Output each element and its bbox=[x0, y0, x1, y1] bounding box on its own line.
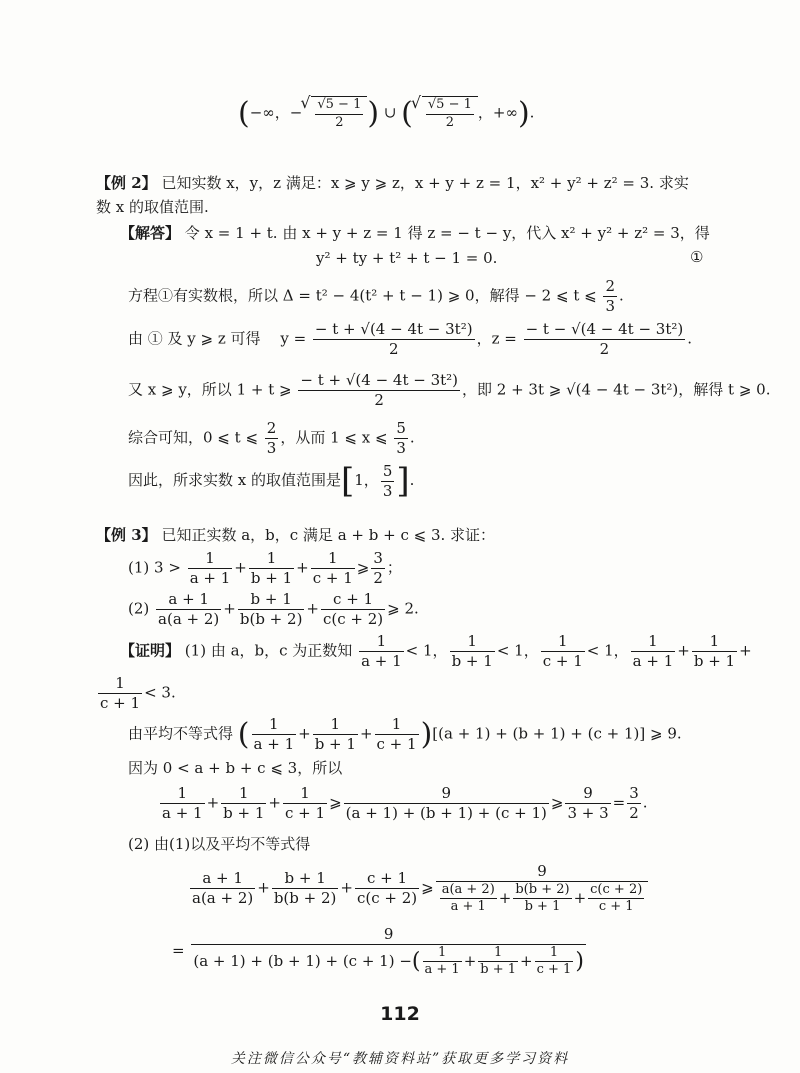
proof-text: 因为 0 < a + b + c ⩽ 3，所以 bbox=[128, 759, 343, 777]
fraction-numerator: 9 bbox=[537, 862, 547, 880]
compound-fraction: 9 $\frac{a(a + 2)}{a + 1}$ + $\frac{b(b + 2)}{b + 1}$ + $\frac{c(c + 2)}{c + 1}$ bbox=[436, 862, 649, 915]
operator: < 3. bbox=[144, 683, 176, 702]
fraction-denominator: a(a + 2) bbox=[192, 889, 254, 908]
operator: = bbox=[612, 793, 626, 812]
fraction-denominator: 3 + 3 bbox=[567, 803, 609, 822]
example-2-statement-line2 bbox=[96, 196, 209, 217]
equation-marker bbox=[690, 248, 703, 266]
operator: < 1， bbox=[405, 641, 448, 660]
fraction-numerator: 3 bbox=[373, 549, 383, 567]
fraction-numerator: 1 bbox=[300, 784, 310, 802]
fraction-denominator: c(c + 2) bbox=[323, 609, 384, 628]
proof-tag: 【证明】 bbox=[120, 641, 181, 660]
fraction-numerator: a(a + 2) bbox=[441, 881, 495, 897]
proof-text: 由平均不等式得 bbox=[128, 724, 234, 743]
fraction-denominator: a + 1 bbox=[424, 962, 460, 977]
operator: = bbox=[172, 941, 185, 960]
punct: . bbox=[687, 329, 693, 348]
proof-line-1: 【证明】 (1) 由 a，b，c 为正数知 $\frac{1}{a + 1}$ < 1， $\frac{1}{b + 1}$ < 1， $\frac{1}{c + 1}$ < 1， $\frac{1}{a + 1}$ + $\frac{1}{b + 1}$ + bbox=[120, 632, 752, 670]
fraction-numerator: 9 bbox=[441, 784, 452, 802]
statement-text: 已知正实数 a，b，c 满足 a + b + c ⩽ 3. 求证： bbox=[161, 526, 496, 544]
fraction-denominator: c + 1 bbox=[536, 962, 572, 977]
fraction-denominator: 2 bbox=[313, 339, 475, 359]
fraction-numerator: 1 bbox=[391, 715, 402, 733]
fraction-denominator: c + 1 bbox=[588, 898, 644, 915]
part-2-inequality: (2) $\frac{a + 1}{a(a + 2)}$ + $\frac{b + 1}{b(b + 2)}$ + $\frac{c + 1}{c(c + 2)}$ ⩾ 2. bbox=[128, 590, 419, 628]
fraction-numerator: √ √5 − 1 bbox=[317, 97, 362, 113]
equation-text: y² + ty + t² + t − 1 = 0. bbox=[316, 249, 498, 267]
fraction-denominator: a + 1 bbox=[253, 734, 295, 753]
fraction-numerator: 1 bbox=[269, 715, 279, 733]
fraction-numerator: b + 1 bbox=[284, 869, 326, 888]
proof-line-7: $\frac{a + 1}{a(a + 2)}$ + $\frac{b + 1}{b(b + 2)}$ + $\frac{c + 1}{c(c + 2)}$ ⩾ 9 $\frac{a(a + 2)}{a + 1}$ + $\frac{b(b + 2)}{b + 1}$ + $\frac{c(c + 2)}{c + 1}$ bbox=[188, 862, 650, 915]
fraction-denominator: a(a + 2) bbox=[158, 609, 220, 628]
fraction-denominator: 2 bbox=[298, 390, 460, 410]
fraction-denominator: 2 bbox=[373, 568, 383, 587]
bracket: [ bbox=[341, 461, 355, 501]
fraction-numerator: 1 bbox=[330, 715, 341, 733]
fraction-numerator: 1 bbox=[709, 632, 720, 650]
proof-text: (2) 由(1)以及平均不等式得 bbox=[128, 835, 311, 853]
fraction-numerator: c(c + 2) bbox=[590, 881, 643, 897]
proof-line-2 bbox=[96, 674, 176, 713]
fraction-numerator: 9 bbox=[383, 925, 394, 943]
solution-line-6 bbox=[128, 419, 415, 458]
operator: < 1， bbox=[586, 641, 629, 660]
interval-result: (−∞，− √ $\frac{√5 - 1}{2}$ ) ∪ ( √ $\frac{√5 - 1}{2}$ ，+∞). bbox=[238, 96, 534, 131]
part-1-inequality: (1) 3 > $\frac{1}{a + 1}$ + $\frac{1}{b + 1}$ + $\frac{1}{c + 1}$ ⩾ $\frac{3}{2}$ ； bbox=[128, 549, 402, 587]
example-2-statement-line1 bbox=[96, 172, 689, 193]
fraction-numerator: a + 1 bbox=[168, 590, 209, 608]
solution-text: 令 x = 1 + t. 由 x + y + z = 1 得 z = − t − y，代入 x² + y² + z² = 3，得 bbox=[184, 224, 710, 242]
fraction-numerator: 1 bbox=[376, 632, 387, 650]
fraction-denominator: a + 1 bbox=[162, 803, 203, 822]
sqrt-expression bbox=[413, 96, 478, 131]
operator: ⩾ bbox=[421, 878, 434, 897]
solution-text: ，从而 1 ⩽ x ⩽ bbox=[280, 428, 388, 447]
solution-text: 方程①有实数根，所以 Δ = t² − 4(t² + t − 1) ⩾ 0，解得 − 2 ⩽ t ⩽ bbox=[128, 286, 597, 305]
fraction-numerator: 1 bbox=[437, 944, 447, 960]
fraction-denominator: 3 bbox=[605, 296, 616, 315]
punct: . bbox=[409, 471, 415, 489]
fraction-denominator: 2 bbox=[629, 803, 639, 822]
fraction-numerator: a + 1 bbox=[202, 869, 243, 888]
fraction-denominator: b(b + 2) bbox=[239, 609, 303, 628]
footer-note: 关注微信公众号“教辅资料站”获取更多学习资料 bbox=[230, 1051, 570, 1067]
fraction-numerator: 1 bbox=[327, 549, 338, 567]
fraction-denominator: a + 1 bbox=[440, 898, 497, 915]
punct: . bbox=[409, 428, 415, 447]
solution-line-5 bbox=[128, 371, 771, 410]
fraction-denominator: c + 1 bbox=[312, 568, 353, 587]
solution-text: 综合可知，0 ⩽ t ⩽ bbox=[128, 428, 259, 447]
interval-value: 1， bbox=[354, 471, 379, 489]
proof-line-6 bbox=[128, 833, 310, 854]
fraction-numerator: 1 bbox=[115, 674, 125, 692]
fraction-denominator: c(c + 2) bbox=[356, 889, 418, 908]
fraction-numerator: √ √5 − 1 bbox=[427, 97, 472, 113]
part-label: (2) bbox=[128, 599, 150, 618]
fraction-denominator: 2 bbox=[524, 339, 686, 359]
fraction-denominator: a + 1 bbox=[632, 651, 674, 670]
punct: . bbox=[619, 286, 624, 305]
solution-line-7 bbox=[128, 461, 414, 501]
page-number: 112 bbox=[380, 1003, 420, 1025]
fraction-numerator: 3 bbox=[629, 784, 639, 802]
operator: ⩾ bbox=[329, 793, 342, 812]
solution-text: 因此，所求实数 x 的取值范围是 bbox=[128, 471, 341, 489]
solution-text: ，z = bbox=[476, 329, 517, 348]
example-tag: 【例 2】 bbox=[96, 174, 157, 192]
fraction-denominator: 3 bbox=[396, 438, 406, 457]
proof-line-5: $\frac{1}{a + 1}$ + $\frac{1}{b + 1}$ + $\frac{1}{c + 1}$ ⩾ $\frac{9}{(a + 1) + (b + 1) + (c + 1)}$ ⩾ $\frac{9}{3 + 3}$ = $\frac{3}{2}$ . bbox=[162, 784, 648, 822]
equation-1 bbox=[316, 249, 497, 267]
circled-one: ① bbox=[690, 248, 704, 266]
statement-text: 数 x 的取值范围. bbox=[96, 198, 209, 216]
solution-text: 由 ① 及 y ⩾ z 可得 y = bbox=[128, 329, 307, 348]
fraction-denominator: a + 1 bbox=[361, 651, 402, 670]
punct: ； bbox=[386, 558, 402, 577]
fraction-denominator: c + 1 bbox=[542, 651, 583, 670]
fraction-numerator: 5 bbox=[382, 461, 393, 480]
fraction-denominator: b(b + 2) bbox=[273, 889, 337, 908]
fraction-denominator: 2 bbox=[315, 114, 363, 131]
fraction-denominator: 2 bbox=[426, 114, 474, 131]
fraction-denominator: b + 1 bbox=[451, 651, 493, 670]
fraction-numerator: − t + √(4 − 4t − 3t²) bbox=[300, 371, 459, 389]
compound-fraction: 9 (a + 1) + (b + 1) + (c + 1) −( $\frac{1}{a + 1}$ + $\frac{1}{b + 1}$ + $\frac{1}{c + 1}$ ) bbox=[193, 925, 584, 977]
fraction-denominator: b + 1 bbox=[250, 568, 293, 587]
sqrt-expression bbox=[302, 96, 367, 131]
fraction-numerator: 1 bbox=[549, 944, 559, 960]
operator: < 1， bbox=[496, 641, 539, 660]
fraction-numerator: 1 bbox=[557, 632, 568, 650]
fraction-numerator: 1 bbox=[648, 632, 658, 650]
fraction-numerator: 1 bbox=[177, 784, 188, 802]
part-label: (1) 3 > bbox=[128, 558, 181, 577]
fraction-numerator: 1 bbox=[266, 549, 277, 567]
solution-text: ，即 2 + 3t ⩾ √(4 − 4t − 3t²)，解得 t ⩾ 0. bbox=[462, 380, 771, 399]
proof-line-8 bbox=[172, 925, 588, 978]
fraction-numerator: 1 bbox=[239, 784, 249, 802]
operator: ⩾ 2. bbox=[387, 599, 419, 618]
fraction-numerator: 2 bbox=[266, 419, 277, 437]
fraction-denominator: 3 bbox=[266, 438, 277, 457]
fraction-numerator: 5 bbox=[396, 419, 406, 437]
bracket: ] bbox=[396, 461, 410, 501]
fraction-numerator: 9 bbox=[583, 784, 593, 802]
solution-text: 又 x ⩾ y，所以 1 + t ⩾ bbox=[128, 380, 292, 399]
fraction-denominator: (a + 1) + (b + 1) + (c + 1) bbox=[345, 803, 547, 822]
punct: . bbox=[642, 793, 648, 812]
fraction-numerator: b + 1 bbox=[250, 590, 292, 608]
proof-line-3: 由平均不等式得 ( $\frac{1}{a + 1}$ + $\frac{1}{b + 1}$ + $\frac{1}{c + 1}$ )[(a + 1) + (b + 1) + (c + 1)] ⩾ 9. bbox=[128, 715, 682, 753]
solution-line-3 bbox=[128, 277, 624, 316]
fraction-numerator: − t − √(4 − 4t − 3t²) bbox=[525, 320, 684, 338]
fraction-numerator: 2 bbox=[605, 277, 616, 295]
proof-text: (1) 由 a，b，c 为正数知 bbox=[184, 641, 353, 660]
fraction-denominator: b + 1 bbox=[480, 962, 517, 977]
fraction-denominator: a + 1 bbox=[189, 568, 231, 587]
fraction-numerator: b(b + 2) bbox=[515, 881, 570, 897]
fraction-numerator: − t + √(4 − 4t − 3t²) bbox=[314, 320, 473, 338]
fraction-denominator: c + 1 bbox=[376, 734, 417, 753]
solution-line-4 bbox=[128, 320, 692, 359]
fraction-denominator: b + 1 bbox=[314, 734, 356, 753]
fraction-numerator: 1 bbox=[494, 944, 503, 960]
denominator-text: (a + 1) + (b + 1) + (c + 1) − bbox=[193, 951, 412, 970]
fraction-denominator: b + 1 bbox=[693, 651, 736, 670]
example-3-statement bbox=[96, 524, 495, 545]
fraction-denominator: 3 bbox=[382, 481, 393, 500]
fraction-denominator: c + 1 bbox=[285, 803, 326, 822]
operator: ⩾ bbox=[356, 558, 370, 577]
fraction-numerator: 1 bbox=[205, 549, 215, 567]
fraction-numerator: 1 bbox=[467, 632, 477, 650]
proof-text: [(a + 1) + (b + 1) + (c + 1)] ⩾ 9. bbox=[432, 724, 682, 743]
fraction-denominator: b + 1 bbox=[513, 898, 571, 915]
statement-text: 已知实数 x，y，z 满足：x ⩾ y ⩾ z，x + y + z = 1，x² + y² + z² = 3. 求实 bbox=[161, 174, 689, 192]
fraction-numerator: c + 1 bbox=[333, 590, 374, 608]
proof-line-4 bbox=[128, 757, 342, 778]
fraction-denominator: c + 1 bbox=[100, 693, 141, 712]
example-tag: 【例 3】 bbox=[96, 526, 157, 544]
operator: ⩾ bbox=[550, 793, 564, 812]
solution-line-1 bbox=[120, 222, 710, 243]
solution-tag: 【解答】 bbox=[120, 224, 181, 242]
fraction-numerator: c + 1 bbox=[367, 869, 408, 888]
fraction-denominator: b + 1 bbox=[223, 803, 265, 822]
